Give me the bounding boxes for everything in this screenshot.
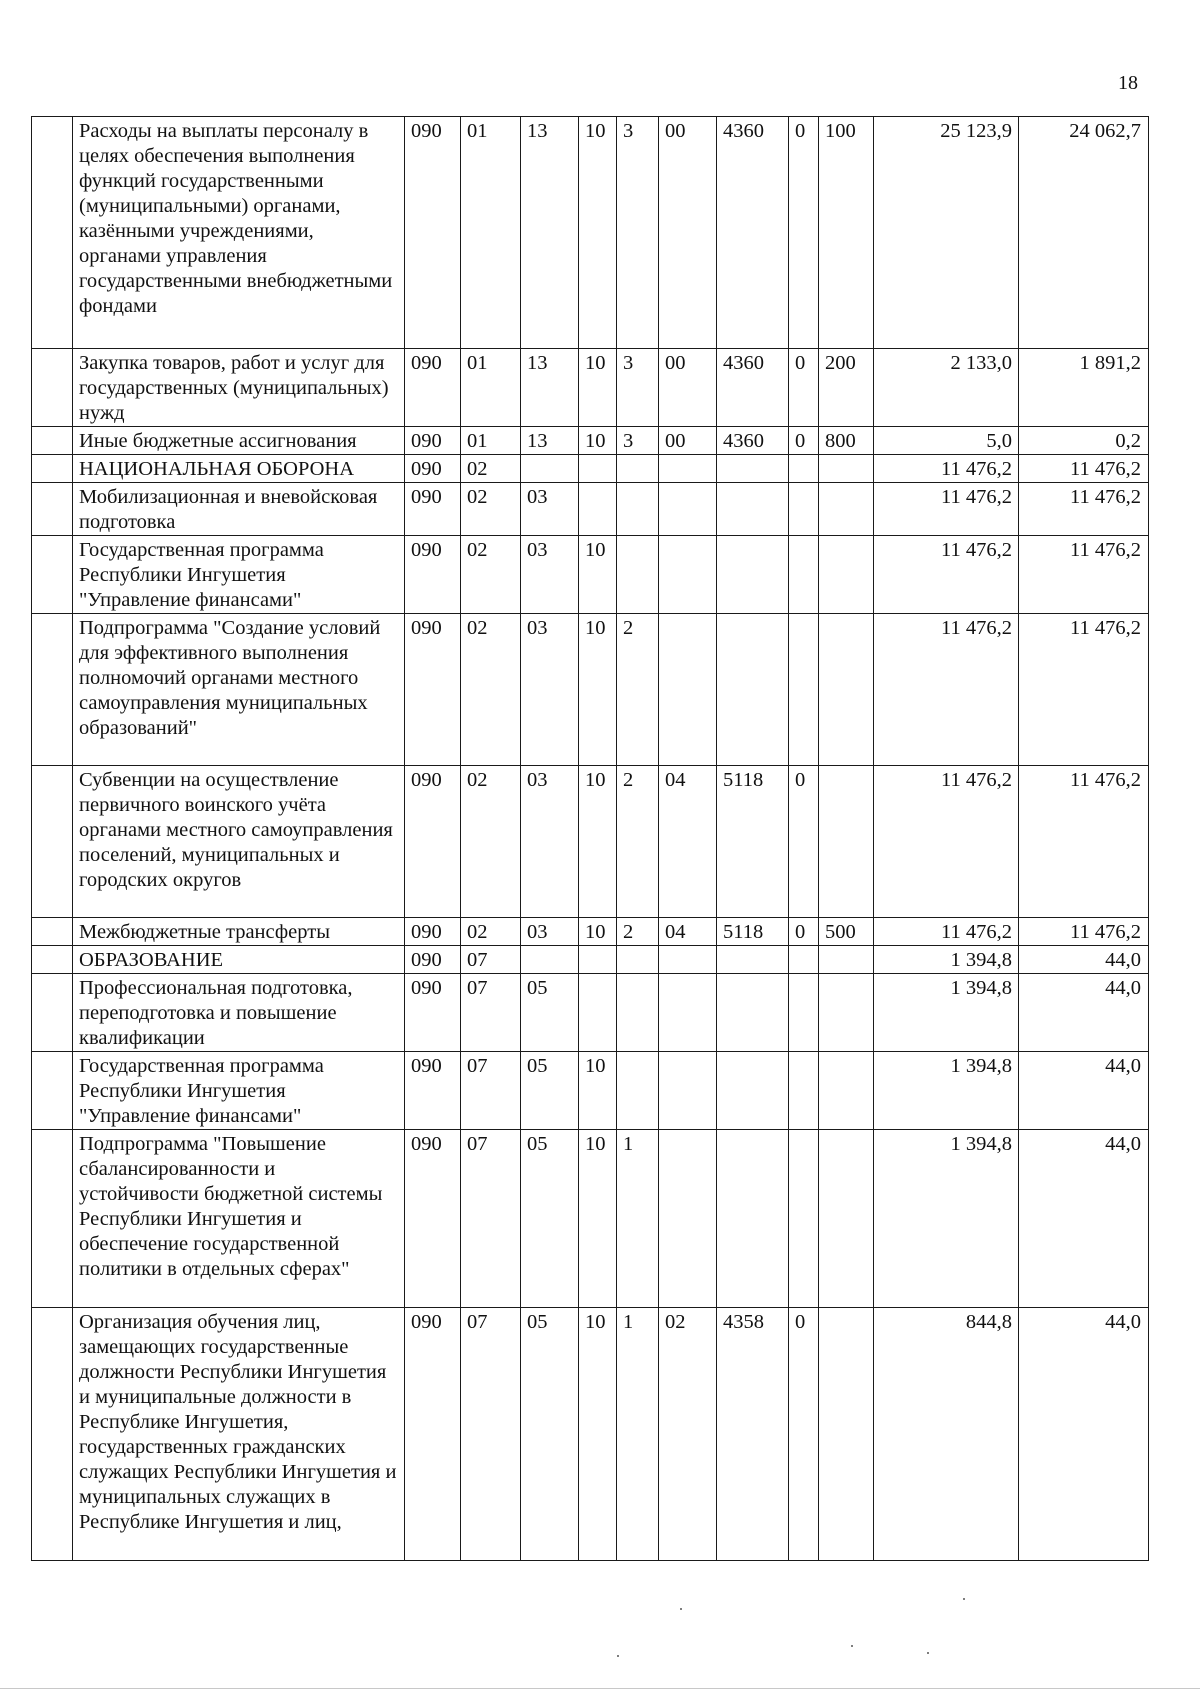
code-section: 02 — [461, 614, 521, 766]
code-ministry: 090 — [405, 946, 461, 974]
code-subsection: 05 — [521, 1052, 579, 1130]
code-section: 07 — [461, 974, 521, 1052]
code-subprogram: 2 — [617, 918, 659, 946]
row-marker-cell — [32, 483, 73, 536]
table-row — [32, 483, 1149, 536]
code-event: 00 — [659, 427, 717, 455]
code-expense-type — [819, 455, 874, 483]
code-subprogram: 3 — [617, 349, 659, 427]
code-program: 10 — [579, 1308, 617, 1561]
code-subsection: 03 — [521, 536, 579, 614]
value-plan: 11 476,2 — [874, 918, 1019, 946]
row-marker-cell — [32, 946, 73, 974]
value-actual: 11 476,2 — [1019, 614, 1149, 766]
table-row — [32, 117, 1149, 349]
code-expense-type: 500 — [819, 918, 874, 946]
code-section: 07 — [461, 1130, 521, 1308]
value-actual: 44,0 — [1019, 1130, 1149, 1308]
value-plan: 11 476,2 — [874, 614, 1019, 766]
code-expense-type — [819, 1052, 874, 1130]
row-name: Подпрограмма "Создание условий для эффективного выполнения полномочий органами местного самоуправления муниципальных образований" — [73, 614, 405, 766]
code-digit — [789, 1052, 819, 1130]
code-subsection: 03 — [521, 766, 579, 918]
code-section: 07 — [461, 1308, 521, 1561]
row-marker-cell — [32, 974, 73, 1052]
code-ministry: 090 — [405, 614, 461, 766]
code-program — [579, 483, 617, 536]
code-program — [579, 455, 617, 483]
code-expense-type — [819, 766, 874, 918]
code-event: 04 — [659, 918, 717, 946]
code-digit: 0 — [789, 918, 819, 946]
code-expense-type — [819, 614, 874, 766]
code-subprogram: 2 — [617, 614, 659, 766]
code-ministry: 090 — [405, 455, 461, 483]
row-marker-cell — [32, 1308, 73, 1561]
code-ministry: 090 — [405, 974, 461, 1052]
code-section: 02 — [461, 918, 521, 946]
code-subprogram: 3 — [617, 117, 659, 349]
code-subprogram — [617, 946, 659, 974]
code-subprogram: 1 — [617, 1130, 659, 1308]
row-name: Мобилизационная и вневойсковая подготовка — [73, 483, 405, 536]
code-expense-type — [819, 946, 874, 974]
code-digit: 0 — [789, 349, 819, 427]
value-actual: 44,0 — [1019, 1308, 1149, 1561]
code-expense-type: 800 — [819, 427, 874, 455]
code-subsection: 05 — [521, 1308, 579, 1561]
code-ministry: 090 — [405, 766, 461, 918]
row-name: Расходы на выплаты персоналу в целях обеспечения выполнения функций государственными (муниципальными) органами, казёнными учреждениями, органами управления государственными внебюджетными фондами — [73, 117, 405, 349]
code-subsection — [521, 455, 579, 483]
scan-speck — [927, 1652, 929, 1654]
code-expense-type: 200 — [819, 349, 874, 427]
row-marker-cell — [32, 918, 73, 946]
value-plan: 11 476,2 — [874, 536, 1019, 614]
code-program: 10 — [579, 1130, 617, 1308]
code-direction: 4358 — [717, 1308, 789, 1561]
code-ministry: 090 — [405, 536, 461, 614]
table-row — [32, 974, 1149, 1052]
value-plan: 1 394,8 — [874, 1130, 1019, 1308]
code-subprogram — [617, 1052, 659, 1130]
value-actual: 11 476,2 — [1019, 536, 1149, 614]
code-program: 10 — [579, 349, 617, 427]
row-marker-cell — [32, 1130, 73, 1308]
value-plan: 2 133,0 — [874, 349, 1019, 427]
value-plan: 1 394,8 — [874, 1052, 1019, 1130]
table-row — [32, 1052, 1149, 1130]
value-actual: 44,0 — [1019, 946, 1149, 974]
row-name: Государственная программа Республики Ингушетия "Управление финансами" — [73, 1052, 405, 1130]
budget-table — [31, 116, 1149, 1561]
code-section: 02 — [461, 483, 521, 536]
code-event: 02 — [659, 1308, 717, 1561]
code-subprogram: 2 — [617, 766, 659, 918]
code-digit — [789, 536, 819, 614]
code-digit — [789, 1130, 819, 1308]
code-event — [659, 614, 717, 766]
code-section: 01 — [461, 427, 521, 455]
row-marker-cell — [32, 349, 73, 427]
code-event: 00 — [659, 349, 717, 427]
row-name: Подпрограмма "Повышение сбалансированности и устойчивости бюджетной системы Республики Ингушетия и обеспечение государственной политики в отдельных сферах" — [73, 1130, 405, 1308]
code-digit: 0 — [789, 766, 819, 918]
code-digit: 0 — [789, 117, 819, 349]
table-body — [32, 117, 1149, 1561]
code-direction — [717, 536, 789, 614]
row-name: Государственная программа Республики Ингушетия "Управление финансами" — [73, 536, 405, 614]
code-expense-type — [819, 483, 874, 536]
table-row — [32, 918, 1149, 946]
code-section: 07 — [461, 946, 521, 974]
code-ministry: 090 — [405, 918, 461, 946]
code-digit — [789, 946, 819, 974]
code-direction — [717, 1130, 789, 1308]
code-direction — [717, 483, 789, 536]
value-plan: 5,0 — [874, 427, 1019, 455]
code-expense-type — [819, 536, 874, 614]
value-plan: 11 476,2 — [874, 455, 1019, 483]
code-program: 10 — [579, 766, 617, 918]
value-actual: 44,0 — [1019, 1052, 1149, 1130]
code-direction: 4360 — [717, 349, 789, 427]
code-digit — [789, 974, 819, 1052]
code-section: 07 — [461, 1052, 521, 1130]
scan-speck — [851, 1645, 853, 1647]
table-row — [32, 766, 1149, 918]
code-ministry: 090 — [405, 427, 461, 455]
code-direction: 5118 — [717, 766, 789, 918]
code-digit: 0 — [789, 1308, 819, 1561]
code-subsection: 13 — [521, 427, 579, 455]
value-plan: 844,8 — [874, 1308, 1019, 1561]
code-program — [579, 974, 617, 1052]
code-section: 01 — [461, 349, 521, 427]
page-number: 18 — [1118, 72, 1138, 94]
code-event — [659, 536, 717, 614]
code-direction: 4360 — [717, 117, 789, 349]
row-marker-cell — [32, 536, 73, 614]
value-actual: 44,0 — [1019, 974, 1149, 1052]
code-subsection: 13 — [521, 349, 579, 427]
code-ministry: 090 — [405, 1130, 461, 1308]
code-subsection: 03 — [521, 483, 579, 536]
code-subprogram — [617, 455, 659, 483]
value-actual: 0,2 — [1019, 427, 1149, 455]
code-event — [659, 483, 717, 536]
code-direction — [717, 974, 789, 1052]
table-row — [32, 614, 1149, 766]
code-section: 01 — [461, 117, 521, 349]
table-row — [32, 427, 1149, 455]
code-subsection: 03 — [521, 614, 579, 766]
row-name: ОБРАЗОВАНИЕ — [73, 946, 405, 974]
code-section: 02 — [461, 536, 521, 614]
code-event — [659, 1052, 717, 1130]
code-event: 04 — [659, 766, 717, 918]
code-program: 10 — [579, 536, 617, 614]
scan-line — [0, 1688, 1200, 1689]
code-subprogram: 3 — [617, 427, 659, 455]
value-actual: 11 476,2 — [1019, 455, 1149, 483]
code-expense-type — [819, 1130, 874, 1308]
row-marker-cell — [32, 427, 73, 455]
row-marker-cell — [32, 614, 73, 766]
value-plan: 1 394,8 — [874, 974, 1019, 1052]
code-event — [659, 455, 717, 483]
table-row — [32, 455, 1149, 483]
value-actual: 1 891,2 — [1019, 349, 1149, 427]
code-subsection: 03 — [521, 918, 579, 946]
row-name: Иные бюджетные ассигнования — [73, 427, 405, 455]
code-digit: 0 — [789, 427, 819, 455]
code-program: 10 — [579, 614, 617, 766]
code-expense-type: 100 — [819, 117, 874, 349]
value-actual: 11 476,2 — [1019, 918, 1149, 946]
code-subsection: 05 — [521, 1130, 579, 1308]
row-marker-cell — [32, 766, 73, 918]
code-ministry: 090 — [405, 117, 461, 349]
code-direction — [717, 946, 789, 974]
scan-speck — [617, 1655, 619, 1657]
code-subprogram: 1 — [617, 1308, 659, 1561]
row-name: Организация обучения лиц, замещающих государственные должности Республики Ингушетия и муниципальные должности в Республике Ингушетия, государственных гражданских служащих Республики Ингушетия и муниципальных служащих в Республике Ингушетия и лиц, — [73, 1308, 405, 1561]
code-direction — [717, 1052, 789, 1130]
code-event — [659, 946, 717, 974]
code-subsection: 13 — [521, 117, 579, 349]
code-program — [579, 946, 617, 974]
code-direction: 4360 — [717, 427, 789, 455]
code-ministry: 090 — [405, 1308, 461, 1561]
code-subsection: 05 — [521, 974, 579, 1052]
code-event — [659, 974, 717, 1052]
code-direction: 5118 — [717, 918, 789, 946]
row-marker-cell — [32, 1052, 73, 1130]
code-event: 00 — [659, 117, 717, 349]
value-plan: 25 123,9 — [874, 117, 1019, 349]
table-row — [32, 536, 1149, 614]
value-actual: 24 062,7 — [1019, 117, 1149, 349]
code-program: 10 — [579, 117, 617, 349]
code-program: 10 — [579, 427, 617, 455]
row-name: Субвенции на осуществление первичного воинского учёта органами местного самоуправления поселений, муниципальных и городских округов — [73, 766, 405, 918]
code-program: 10 — [579, 918, 617, 946]
code-section: 02 — [461, 766, 521, 918]
code-digit — [789, 614, 819, 766]
code-program: 10 — [579, 1052, 617, 1130]
code-section: 02 — [461, 455, 521, 483]
code-digit — [789, 483, 819, 536]
value-plan: 11 476,2 — [874, 766, 1019, 918]
value-actual: 11 476,2 — [1019, 766, 1149, 918]
scan-speck — [680, 1608, 682, 1610]
row-name: Профессиональная подготовка, переподготовка и повышение квалификации — [73, 974, 405, 1052]
code-direction — [717, 614, 789, 766]
code-subprogram — [617, 536, 659, 614]
table-row — [32, 946, 1149, 974]
code-subprogram — [617, 483, 659, 536]
code-expense-type — [819, 974, 874, 1052]
row-name: НАЦИОНАЛЬНАЯ ОБОРОНА — [73, 455, 405, 483]
row-name: Межбюджетные трансферты — [73, 918, 405, 946]
code-subprogram — [617, 974, 659, 1052]
code-subsection — [521, 946, 579, 974]
row-marker-cell — [32, 117, 73, 349]
row-marker-cell — [32, 455, 73, 483]
scan-speck — [963, 1598, 965, 1600]
code-ministry: 090 — [405, 349, 461, 427]
code-direction — [717, 455, 789, 483]
value-plan: 1 394,8 — [874, 946, 1019, 974]
code-ministry: 090 — [405, 483, 461, 536]
code-event — [659, 1130, 717, 1308]
table-row — [32, 1308, 1149, 1561]
value-plan: 11 476,2 — [874, 483, 1019, 536]
row-name: Закупка товаров, работ и услуг для государственных (муниципальных) нужд — [73, 349, 405, 427]
code-expense-type — [819, 1308, 874, 1561]
code-ministry: 090 — [405, 1052, 461, 1130]
value-actual: 11 476,2 — [1019, 483, 1149, 536]
code-digit — [789, 455, 819, 483]
table-row — [32, 349, 1149, 427]
table-row — [32, 1130, 1149, 1308]
